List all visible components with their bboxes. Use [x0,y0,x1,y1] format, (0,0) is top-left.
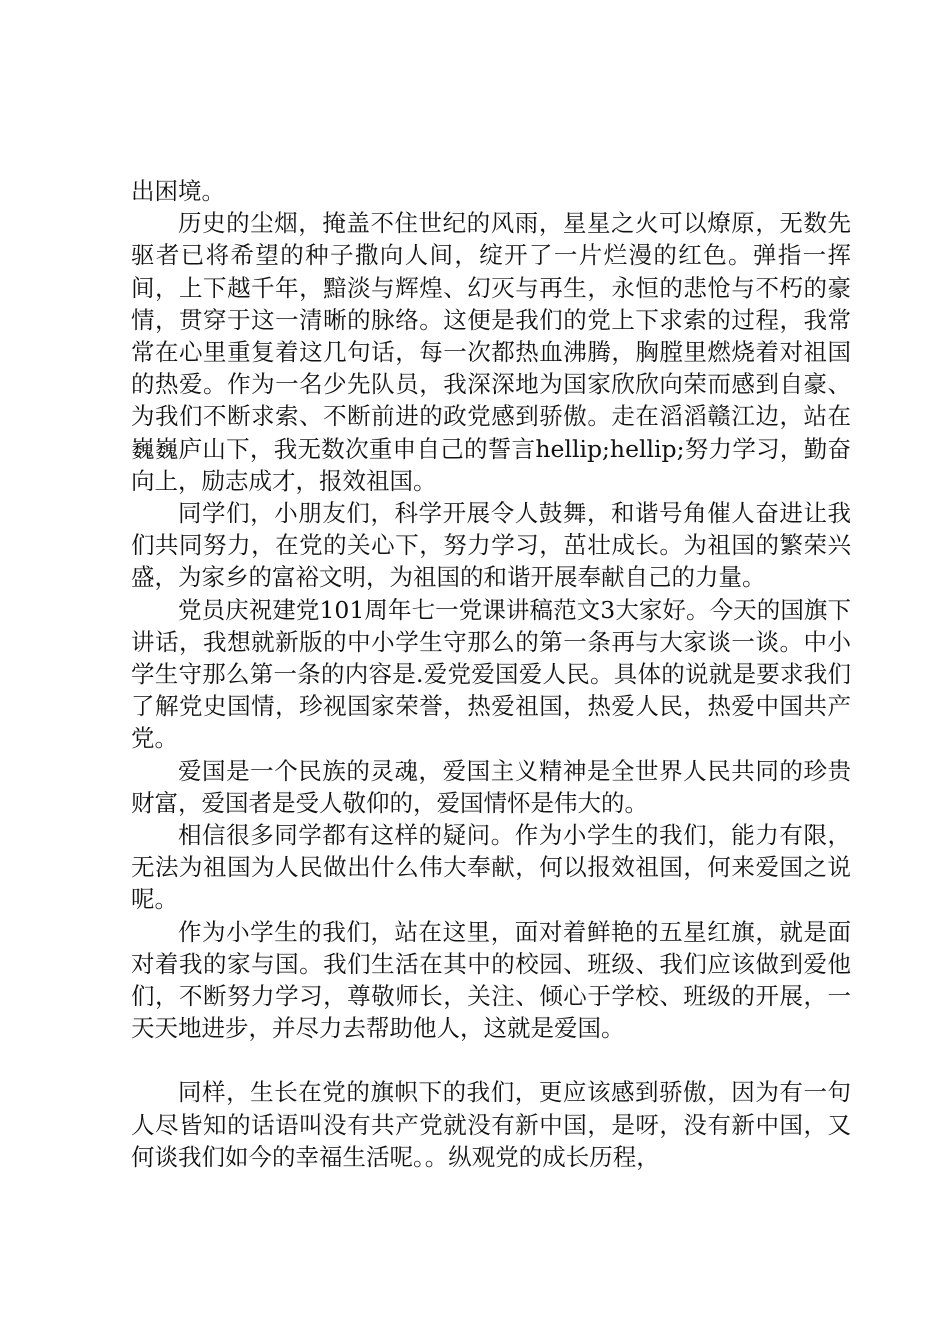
paragraph-continuation: 出困境。 [131,177,225,205]
paragraph-question: 相信很多同学都有这样的疑问。作为小学生的我们，能力有限，无法为祖国为人民做出什么伟大奉献，何以报效祖国，何来爱国之说呢。 [131,821,851,914]
document-body [131,175,851,1173]
paragraph-classmates: 同学们，小朋友们，科学开展令人鼓舞，和谐号角催人奋进让我们共同努力，在党的关心下，努力学习，茁壮成长。为祖国的繁荣兴盛，为家乡的富裕文明，为祖国的和谐开展奉献自己的力量。 [131,499,851,592]
paragraph-student-role: 作为小学生的我们，站在这里，面对着鲜艳的五星红旗，就是面对着我的家与国。我们生活在其中的校园、班级、我们应该做到爱他们，不断努力学习，尊敬师长，关注、倾心于学校、班级的开展，一天天地进步，并尽力去帮助他人，这就是爱国。 [131,917,851,1043]
paragraph-history: 历史的尘烟，掩盖不住世纪的风雨，星星之火可以燎原，无数先驱者已将希望的种子撒向人间，绽开了一片烂漫的红色。弹指一挥间，上下越千年，黯淡与辉煌、幻灭与再生，永恒的悲怆与不朽的豪情，贯穿于这一清晰的脉络。这便是我们的党上下求索的过程，我常常在心里重复着这几句话，每一次都热血沸腾，胸膛里燃烧着对祖国的热爱。作为一名少先队员，我深深地为国家欣欣向荣而感到自豪、为我们不断求索、不断前进的政党感到骄傲。走在滔滔赣江边，站在巍巍庐山下，我无数次重申自己的誓言hellip;hellip;努力学习，勤奋向上，励志成才，报效祖国。 [131,209,851,495]
paragraph-patriotism: 爱国是一个民族的灵魂，爱国主义精神是全世界人民共同的珍贵财富，爱国者是受人敬仰的，爱国情怀是伟大的。 [131,756,851,817]
paragraph-speech-intro: 党员庆祝建党101周年七一党课讲稿范文3大家好。今天的国旗下讲话，我想就新版的中小学生守那么的第一条再与大家谈一谈。中小学生守那么第一条的内容是.爱党爱国爱人民。具体的说就是要求我们了解党史国情，珍视国家荣誉，热爱祖国，热爱人民，热爱中国共产党。 [131,595,851,753]
paragraph-party-banner: 同样，生长在党的旗帜下的我们，更应该感到骄傲，因为有一句人尽皆知的话语叫没有共产党就没有新中国，是呀，没有新中国，又何谈我们如今的幸福生活呢。。纵观党的成长历程， [131,1078,851,1171]
